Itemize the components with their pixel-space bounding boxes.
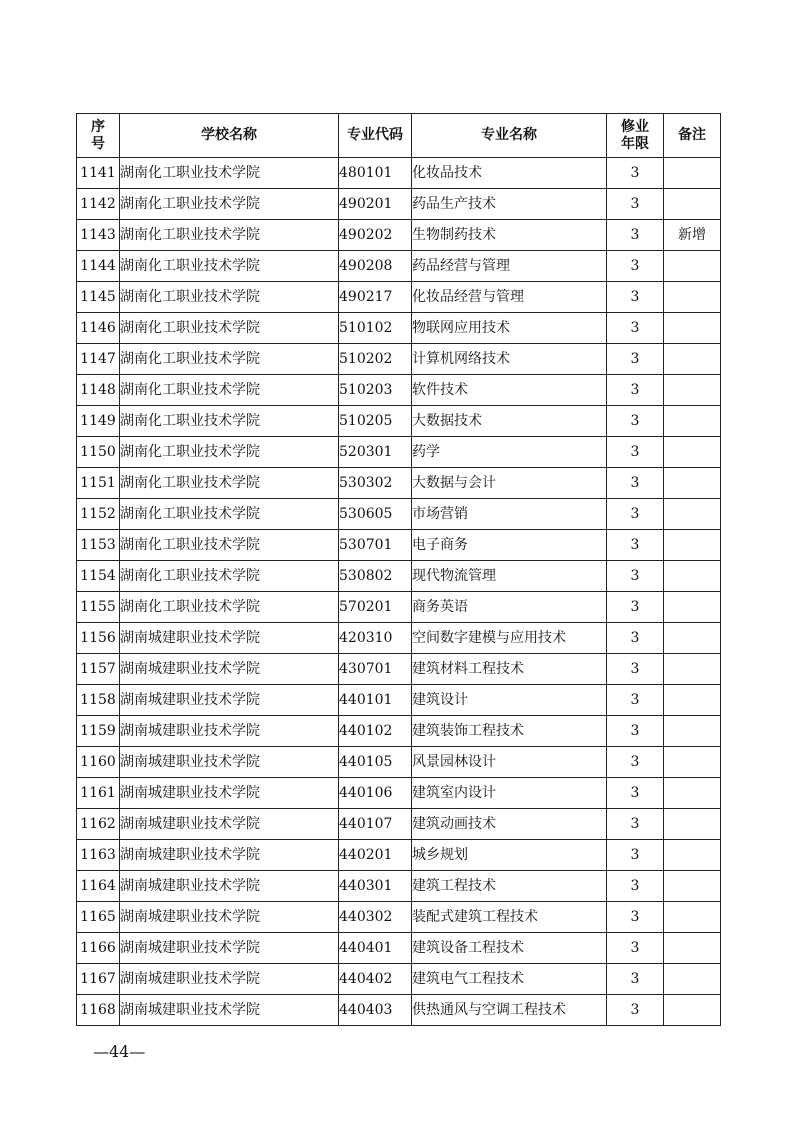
cell-school: 湖南城建职业技术学院 (120, 685, 339, 716)
cell-major: 建筑工程技术 (412, 871, 607, 902)
cell-note (664, 189, 721, 220)
cell-no: 1142 (77, 189, 120, 220)
cell-years: 3 (607, 654, 664, 685)
cell-years: 3 (607, 716, 664, 747)
cell-no: 1160 (77, 747, 120, 778)
table-header (77, 114, 721, 158)
cell-major: 市场营销 (412, 499, 607, 530)
table-row (77, 530, 721, 561)
cell-note (664, 344, 721, 375)
table-row (77, 778, 721, 809)
table-row (77, 313, 721, 344)
cell-note (664, 437, 721, 468)
cell-note (664, 654, 721, 685)
cell-major: 建筑材料工程技术 (412, 654, 607, 685)
cell-code: 490217 (339, 282, 412, 313)
cell-code: 440402 (339, 964, 412, 995)
cell-note (664, 313, 721, 344)
table-row (77, 468, 721, 499)
cell-school: 湖南化工职业技术学院 (120, 437, 339, 468)
cell-note (664, 561, 721, 592)
table-body (77, 158, 721, 1026)
cell-code: 510202 (339, 344, 412, 375)
cell-code: 440301 (339, 871, 412, 902)
cell-school: 湖南化工职业技术学院 (120, 189, 339, 220)
cell-school: 湖南城建职业技术学院 (120, 871, 339, 902)
cell-school: 湖南化工职业技术学院 (120, 158, 339, 189)
cell-note (664, 933, 721, 964)
table-row (77, 840, 721, 871)
page-number: —44— (93, 1042, 146, 1061)
header-no: 序号 (77, 114, 120, 158)
cell-school: 湖南化工职业技术学院 (120, 561, 339, 592)
cell-school: 湖南城建职业技术学院 (120, 747, 339, 778)
cell-school: 湖南化工职业技术学院 (120, 220, 339, 251)
table-row (77, 251, 721, 282)
cell-major: 供热通风与空调工程技术 (412, 995, 607, 1026)
cell-no: 1157 (77, 654, 120, 685)
cell-major: 城乡规划 (412, 840, 607, 871)
cell-major: 生物制药技术 (412, 220, 607, 251)
cell-school: 湖南化工职业技术学院 (120, 344, 339, 375)
cell-note (664, 251, 721, 282)
table-row (77, 189, 721, 220)
table-row (77, 933, 721, 964)
cell-code: 440101 (339, 685, 412, 716)
cell-no: 1149 (77, 406, 120, 437)
cell-major: 化妆品经营与管理 (412, 282, 607, 313)
cell-years: 3 (607, 747, 664, 778)
table-row (77, 685, 721, 716)
cell-years: 3 (607, 840, 664, 871)
cell-no: 1144 (77, 251, 120, 282)
cell-major: 药品经营与管理 (412, 251, 607, 282)
cell-no: 1143 (77, 220, 120, 251)
cell-note (664, 685, 721, 716)
cell-years: 3 (607, 871, 664, 902)
cell-code: 510205 (339, 406, 412, 437)
table-row (77, 220, 721, 251)
cell-code: 440105 (339, 747, 412, 778)
cell-no: 1166 (77, 933, 120, 964)
cell-no: 1158 (77, 685, 120, 716)
cell-years: 3 (607, 809, 664, 840)
cell-note (664, 871, 721, 902)
cell-no: 1150 (77, 437, 120, 468)
cell-code: 530701 (339, 530, 412, 561)
cell-code: 440403 (339, 995, 412, 1026)
table-row (77, 716, 721, 747)
table-row (77, 747, 721, 778)
table-row (77, 375, 721, 406)
cell-note (664, 282, 721, 313)
table-row (77, 654, 721, 685)
cell-note (664, 840, 721, 871)
cell-code: 420310 (339, 623, 412, 654)
cell-major: 建筑电气工程技术 (412, 964, 607, 995)
cell-code: 480101 (339, 158, 412, 189)
cell-note (664, 468, 721, 499)
cell-major: 计算机网络技术 (412, 344, 607, 375)
cell-school: 湖南城建职业技术学院 (120, 902, 339, 933)
cell-years: 3 (607, 499, 664, 530)
cell-note (664, 530, 721, 561)
cell-note (664, 623, 721, 654)
cell-major: 现代物流管理 (412, 561, 607, 592)
table-row (77, 623, 721, 654)
cell-note (664, 158, 721, 189)
cell-note (664, 964, 721, 995)
cell-years: 3 (607, 282, 664, 313)
table-row (77, 437, 721, 468)
cell-code: 490202 (339, 220, 412, 251)
cell-no: 1145 (77, 282, 120, 313)
cell-school: 湖南化工职业技术学院 (120, 530, 339, 561)
cell-school: 湖南化工职业技术学院 (120, 499, 339, 530)
cell-major: 装配式建筑工程技术 (412, 902, 607, 933)
cell-no: 1167 (77, 964, 120, 995)
cell-major: 建筑设备工程技术 (412, 933, 607, 964)
cell-years: 3 (607, 623, 664, 654)
cell-major: 风景园林设计 (412, 747, 607, 778)
cell-school: 湖南化工职业技术学院 (120, 592, 339, 623)
cell-major: 空间数字建模与应用技术 (412, 623, 607, 654)
cell-code: 520301 (339, 437, 412, 468)
cell-note: 新增 (664, 220, 721, 251)
cell-note (664, 375, 721, 406)
cell-major: 电子商务 (412, 530, 607, 561)
cell-no: 1148 (77, 375, 120, 406)
cell-major: 软件技术 (412, 375, 607, 406)
cell-note (664, 809, 721, 840)
cell-note (664, 716, 721, 747)
cell-code: 570201 (339, 592, 412, 623)
cell-school: 湖南城建职业技术学院 (120, 964, 339, 995)
cell-school: 湖南化工职业技术学院 (120, 406, 339, 437)
cell-school: 湖南城建职业技术学院 (120, 623, 339, 654)
cell-major: 建筑设计 (412, 685, 607, 716)
cell-major: 大数据与会计 (412, 468, 607, 499)
cell-years: 3 (607, 530, 664, 561)
cell-years: 3 (607, 902, 664, 933)
cell-no: 1162 (77, 809, 120, 840)
cell-years: 3 (607, 778, 664, 809)
cell-school: 湖南化工职业技术学院 (120, 251, 339, 282)
cell-major: 药品生产技术 (412, 189, 607, 220)
cell-no: 1147 (77, 344, 120, 375)
cell-no: 1153 (77, 530, 120, 561)
table-row (77, 809, 721, 840)
table-row (77, 995, 721, 1026)
cell-code: 490208 (339, 251, 412, 282)
cell-code: 510102 (339, 313, 412, 344)
cell-code: 440201 (339, 840, 412, 871)
cell-no: 1164 (77, 871, 120, 902)
cell-years: 3 (607, 344, 664, 375)
cell-years: 3 (607, 964, 664, 995)
cell-major: 大数据技术 (412, 406, 607, 437)
cell-no: 1152 (77, 499, 120, 530)
cell-years: 3 (607, 592, 664, 623)
cell-no: 1161 (77, 778, 120, 809)
table-row (77, 592, 721, 623)
table-row (77, 282, 721, 313)
cell-years: 3 (607, 468, 664, 499)
cell-major: 化妆品技术 (412, 158, 607, 189)
cell-years: 3 (607, 375, 664, 406)
cell-note (664, 592, 721, 623)
majors-table (76, 113, 721, 1026)
cell-school: 湖南城建职业技术学院 (120, 995, 339, 1026)
cell-note (664, 778, 721, 809)
cell-years: 3 (607, 933, 664, 964)
cell-school: 湖南城建职业技术学院 (120, 933, 339, 964)
cell-school: 湖南城建职业技术学院 (120, 840, 339, 871)
table-row (77, 499, 721, 530)
table-row (77, 561, 721, 592)
cell-major: 建筑装饰工程技术 (412, 716, 607, 747)
cell-school: 湖南城建职业技术学院 (120, 778, 339, 809)
cell-school: 湖南化工职业技术学院 (120, 282, 339, 313)
cell-school: 湖南化工职业技术学院 (120, 375, 339, 406)
cell-no: 1168 (77, 995, 120, 1026)
cell-major: 建筑室内设计 (412, 778, 607, 809)
table-row (77, 344, 721, 375)
cell-no: 1151 (77, 468, 120, 499)
header-years: 修业年限 (607, 114, 664, 158)
cell-years: 3 (607, 437, 664, 468)
cell-no: 1155 (77, 592, 120, 623)
cell-school: 湖南城建职业技术学院 (120, 716, 339, 747)
cell-major: 药学 (412, 437, 607, 468)
cell-school: 湖南城建职业技术学院 (120, 809, 339, 840)
cell-years: 3 (607, 685, 664, 716)
table-row (77, 871, 721, 902)
cell-note (664, 747, 721, 778)
cell-school: 湖南化工职业技术学院 (120, 468, 339, 499)
cell-no: 1159 (77, 716, 120, 747)
cell-code: 530605 (339, 499, 412, 530)
cell-code: 530802 (339, 561, 412, 592)
cell-years: 3 (607, 406, 664, 437)
header-major: 专业名称 (412, 114, 607, 158)
cell-major: 建筑动画技术 (412, 809, 607, 840)
cell-no: 1141 (77, 158, 120, 189)
cell-years: 3 (607, 561, 664, 592)
table-row (77, 158, 721, 189)
cell-code: 440106 (339, 778, 412, 809)
table-row (77, 964, 721, 995)
cell-years: 3 (607, 313, 664, 344)
header-note: 备注 (664, 114, 721, 158)
cell-code: 440102 (339, 716, 412, 747)
cell-code: 530302 (339, 468, 412, 499)
header-row (77, 114, 721, 158)
cell-note (664, 406, 721, 437)
cell-code: 430701 (339, 654, 412, 685)
cell-code: 490201 (339, 189, 412, 220)
table-row (77, 406, 721, 437)
cell-no: 1154 (77, 561, 120, 592)
header-school: 学校名称 (120, 114, 339, 158)
header-code: 专业代码 (339, 114, 412, 158)
cell-code: 440401 (339, 933, 412, 964)
cell-no: 1163 (77, 840, 120, 871)
cell-code: 510203 (339, 375, 412, 406)
cell-no: 1146 (77, 313, 120, 344)
cell-years: 3 (607, 995, 664, 1026)
cell-note (664, 499, 721, 530)
cell-code: 440107 (339, 809, 412, 840)
cell-school: 湖南城建职业技术学院 (120, 654, 339, 685)
cell-no: 1156 (77, 623, 120, 654)
cell-years: 3 (607, 220, 664, 251)
cell-note (664, 902, 721, 933)
cell-major: 物联网应用技术 (412, 313, 607, 344)
cell-major: 商务英语 (412, 592, 607, 623)
cell-years: 3 (607, 158, 664, 189)
cell-years: 3 (607, 251, 664, 282)
cell-note (664, 995, 721, 1026)
table-row (77, 902, 721, 933)
cell-years: 3 (607, 189, 664, 220)
cell-code: 440302 (339, 902, 412, 933)
cell-school: 湖南化工职业技术学院 (120, 313, 339, 344)
cell-no: 1165 (77, 902, 120, 933)
